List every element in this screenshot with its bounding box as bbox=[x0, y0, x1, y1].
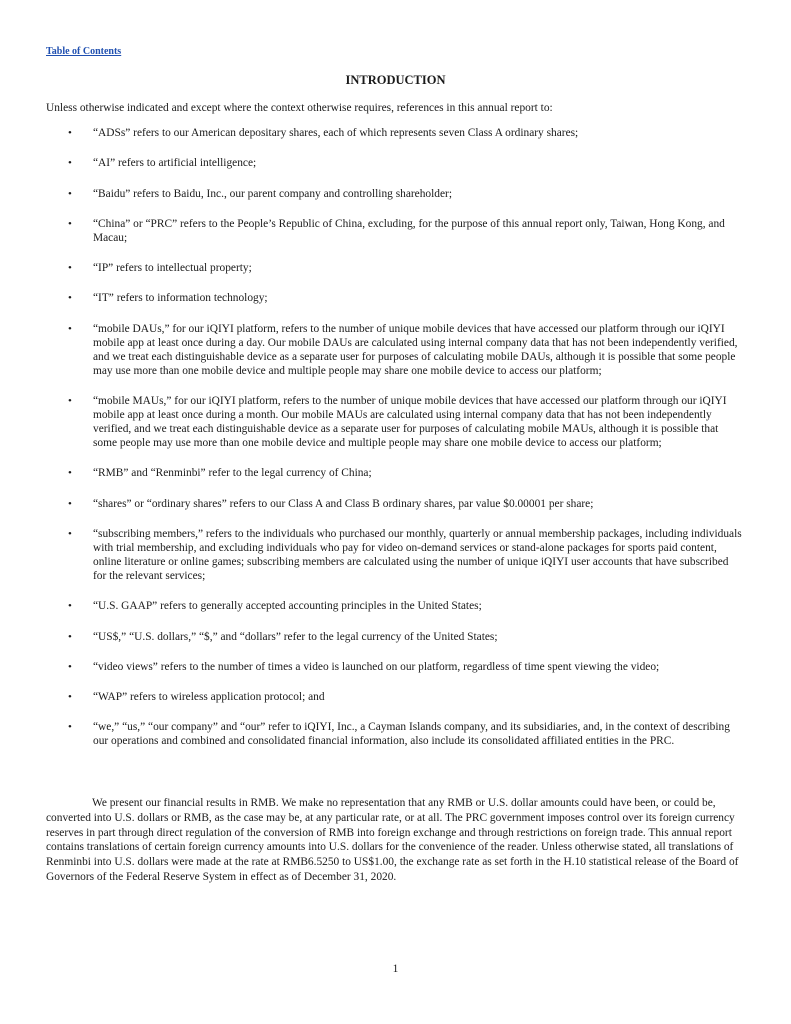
bullet-icon: • bbox=[68, 467, 72, 480]
bullet-icon: • bbox=[68, 660, 72, 673]
bullet-icon: • bbox=[68, 157, 72, 170]
definition-text: “we,” “us,” “our company” and “our” refer to iQIYI, Inc., a Cayman Islands company, and its subsidiaries, and, in the context of describing our operations and combined and consolidated financial information, also include its consolidated affiliated entities in the PRC. bbox=[93, 721, 730, 748]
definition-item bbox=[0, 497, 791, 511]
definition-text: “WAP” refers to wireless application protocol; and bbox=[93, 691, 325, 704]
table-of-contents-link[interactable]: Table of Contents bbox=[46, 46, 122, 57]
definition-item bbox=[0, 720, 791, 748]
bullet-icon: • bbox=[68, 497, 72, 510]
bullet-icon: • bbox=[68, 527, 72, 540]
bullet-icon: • bbox=[68, 600, 72, 613]
definitions-list bbox=[0, 126, 791, 765]
page-title: INTRODUCTION bbox=[345, 73, 446, 87]
currency-paragraph: We present our financial results in RMB. We make no representation that any RMB or U.S. dollar amounts could have been, or could be, converted into U.S. dollars or RMB, as the case may be, at any particular rate, or at all. The PRC government imposes control over its foreign currency reserves in part through direct regulation of the conversion of RMB into foreign exchange and through restrictions on foreign trade. This annual report contains translations of certain foreign currency amounts into U.S. dollars for the convenience of the reader. Unless otherwise stated, all translations of Renminbi into U.S. dollars were made at the rate at RMB6.5250 to US$1.00, the exchange rate as set forth in the H.10 statistical release of the Board of Governors of the Federal Reserve System in effect as of December 31, 2020. bbox=[46, 797, 739, 883]
definition-item bbox=[0, 291, 791, 305]
definition-text: “mobile DAUs,” for our iQIYI platform, refers to the number of unique mobile devices that have accessed our platform through our iQIYI mobile app at least once during a day. Our mobile DAUs are calculated using internal company data that has not been independently verified, and we treat each distinguishable device as a separate user for purposes of calculating mobile DAUs, although it is possible that some people may use more than one mobile device and multiple people may share one mobile device to access our platform; bbox=[93, 322, 738, 377]
definition-text: “ADSs” refers to our American depositary shares, each of which represents seven Class A ordinary shares; bbox=[93, 127, 579, 139]
definition-text: “video views” refers to the number of times a video is launched on our platform, regardless of time spent viewing the video; bbox=[93, 660, 660, 673]
definition-item bbox=[0, 187, 791, 201]
bullet-icon: • bbox=[68, 127, 72, 139]
definition-item bbox=[0, 690, 791, 704]
definition-text: “IT” refers to information technology; bbox=[93, 292, 268, 305]
definition-item bbox=[0, 599, 791, 613]
definition-text: “IP” refers to intellectual property; bbox=[93, 262, 252, 275]
bullet-icon: • bbox=[68, 721, 72, 734]
definition-item bbox=[0, 156, 791, 170]
definition-text: “Baidu” refers to Baidu, Inc., our parent company and controlling shareholder; bbox=[93, 187, 452, 200]
definition-text: “RMB” and “Renminbi” refer to the legal currency of China; bbox=[93, 467, 372, 480]
definition-item bbox=[0, 261, 791, 275]
definition-item bbox=[0, 126, 791, 140]
definition-text: “shares” or “ordinary shares” refers to our Class A and Class B ordinary shares, par value $0.00001 per share; bbox=[93, 497, 594, 510]
bullet-icon: • bbox=[68, 630, 72, 643]
definition-text: “U.S. GAAP” refers to generally accepted accounting principles in the United States; bbox=[93, 600, 482, 613]
definition-text: “US$,” “U.S. dollars,” “$,” and “dollars” refer to the legal currency of the United States; bbox=[93, 630, 498, 643]
definition-item bbox=[0, 527, 791, 583]
bullet-icon: • bbox=[68, 322, 72, 335]
definition-item bbox=[0, 466, 791, 480]
intro-sentence: Unless otherwise indicated and except where the context otherwise requires, references in this annual report to: bbox=[46, 102, 553, 114]
definition-item bbox=[0, 394, 791, 450]
page-number: 1 bbox=[392, 963, 399, 975]
definition-text: “China” or “PRC” refers to the People’s Republic of China, excluding, for the purpose of this annual report only, Taiwan, Hong Kong, and Macau; bbox=[93, 217, 725, 244]
bullet-icon: • bbox=[68, 262, 72, 275]
definition-item bbox=[0, 630, 791, 644]
definition-text: “AI” refers to artificial intelligence; bbox=[93, 157, 257, 170]
bullet-icon: • bbox=[68, 395, 72, 408]
definition-text: “mobile MAUs,” for our iQIYI platform, refers to the number of unique mobile devices that have accessed our platform through our iQIYI mobile app at least once during a month. Our mobile MAUs are calculated using internal company data that has not been independently verified, and we treat each distinguishable device as a separate user for purposes of calculating mobile MAUs, although it is possible that some people may use more than one mobile device and multiple people may share one mobile device to access our platform; bbox=[93, 395, 727, 450]
definition-item bbox=[0, 217, 791, 245]
definition-item bbox=[0, 660, 791, 674]
bullet-icon: • bbox=[68, 217, 72, 230]
definition-text: “subscribing members,” refers to the individuals who purchased our monthly, quarterly or annual membership packages, including individuals with trial membership, and excluding individuals who pay for video on-demand services or stand-alone packages for sports paid content, online literature or online games; subscribing members are calculated using the number of unique iQIYI user accounts that have subscribed for the relevant services; bbox=[93, 527, 742, 582]
definition-item bbox=[0, 322, 791, 378]
bullet-icon: • bbox=[68, 187, 72, 200]
bullet-icon: • bbox=[68, 292, 72, 305]
bullet-icon: • bbox=[68, 691, 72, 704]
